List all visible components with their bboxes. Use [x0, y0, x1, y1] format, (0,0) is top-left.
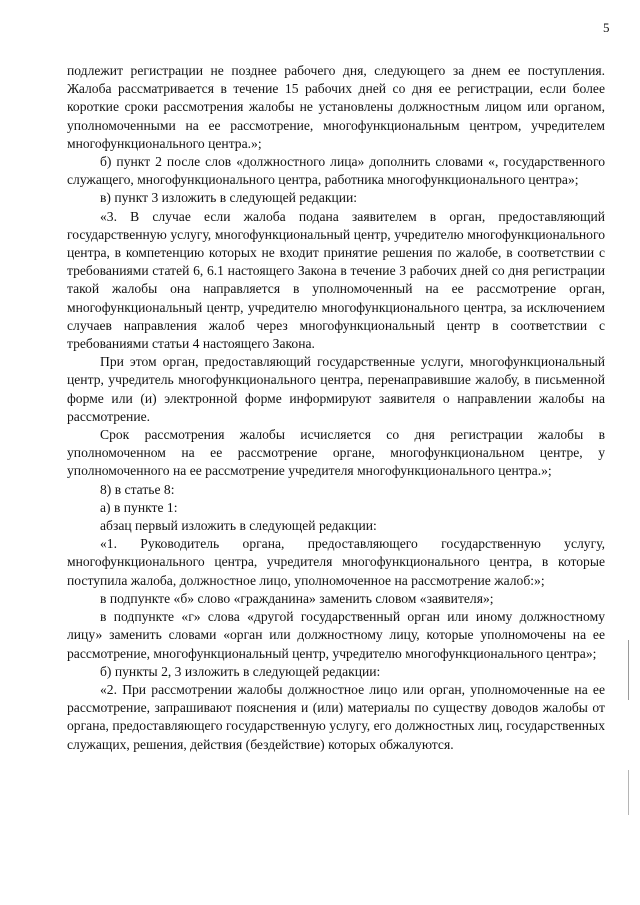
document-body [67, 62, 605, 754]
paragraph-article-8: 8) в статье 8: [100, 481, 175, 497]
paragraph-pri-etom: При этом орган, предоставляющий государственные услуги, многофункциональный центр, учредитель многофункционального центра, перенаправившие жалобу, в письменной форме или (и) электронной форме информируют заявителя о направлении жалобы на рассмотрение. [67, 354, 605, 424]
paragraph-continuation: подлежит регистрации не позднее рабочего дня, следующего за днем ее поступления. Жалоба рассматривается в течение 15 рабочих дней со дня ее регистрации, если более короткие сроки рассмотрения жалобы не установлены должностным лицом или органом, уполномоченными на ее рассмотрение, многофункциональным центром, учредителем многофункционального центра.»; [67, 63, 605, 151]
paragraph-item-a: а) в пункте 1: [100, 499, 178, 515]
paragraph-subitem-b: в подпункте «б» слово «гражданина» заменить словом «заявителя»; [100, 590, 494, 606]
page-number: 5 [603, 20, 610, 35]
paragraph-srok: Срок рассмотрения жалобы исчисляется со дня регистрации жалобы в уполномоченном на ее рассмотрение органе, многофункциональном центре, у уполномоченного на ее рассмотрение учредителя многофункционального центра.»; [67, 427, 605, 479]
paragraph-abzac: абзац первый изложить в следующей редакции: [100, 518, 377, 534]
scan-edge-mark [628, 770, 629, 815]
paragraph-quote-1: «1. Руководитель органа, предоставляющего государственную услугу, многофункционального центра, учредителя многофункционального центра, в которые поступила жалоба, должностное лицо, уполномоченное на рассмотрение жалоб:»; [67, 536, 605, 588]
paragraph-items-2-3: б) пункты 2, 3 изложить в следующей редакции: [100, 663, 381, 679]
paragraph-item-b: б) пункт 2 после слов «должностного лица» дополнить словами «, государственного служащего, многофункционального центра, работника многофункционального центра»; [67, 154, 605, 188]
paragraph-quote-3: «3. В случае если жалоба подана заявителем в орган, предоставляющий государственную услугу, многофункциональный центр, учредителю многофункционального центра, в компетенцию которых не входит принятие решения по жалобе, в соответствии с требованиями статей 6, 6.1 настоящего Закона в течение 3 рабочих дней со дня регистрации такой жалобы она направляется в уполномоченный на ее рассмотрение орган, многофункциональный центр, учредителю многофункционального центра, за исключением случаев направления жалоб через многофункциональный центр в соответствии с требованиями статьи 4 настоящего Закона. [67, 208, 605, 352]
paragraph-item-v: в) пункт 3 изложить в следующей редакции: [100, 190, 358, 206]
paragraph-quote-2: «2. При рассмотрении жалобы должностное лицо или орган, уполномоченные на ее рассмотрение, запрашивают пояснения и (или) материалы по существу доводов жалобы от органа, предоставляющего государственную услугу, его должностных лиц, государственных служащих, решения, действия (бездействие) которых обжалуются. [67, 681, 605, 752]
scan-edge-mark [628, 640, 629, 700]
paragraph-subitem-g: в подпункте «г» слова «другой государственный орган или иному должностному лицу» заменить словами «орган или должностному лицу, которые уполномочены на ее рассмотрение, многофункциональный центр, учредителю многофункционального центра»; [67, 609, 605, 661]
